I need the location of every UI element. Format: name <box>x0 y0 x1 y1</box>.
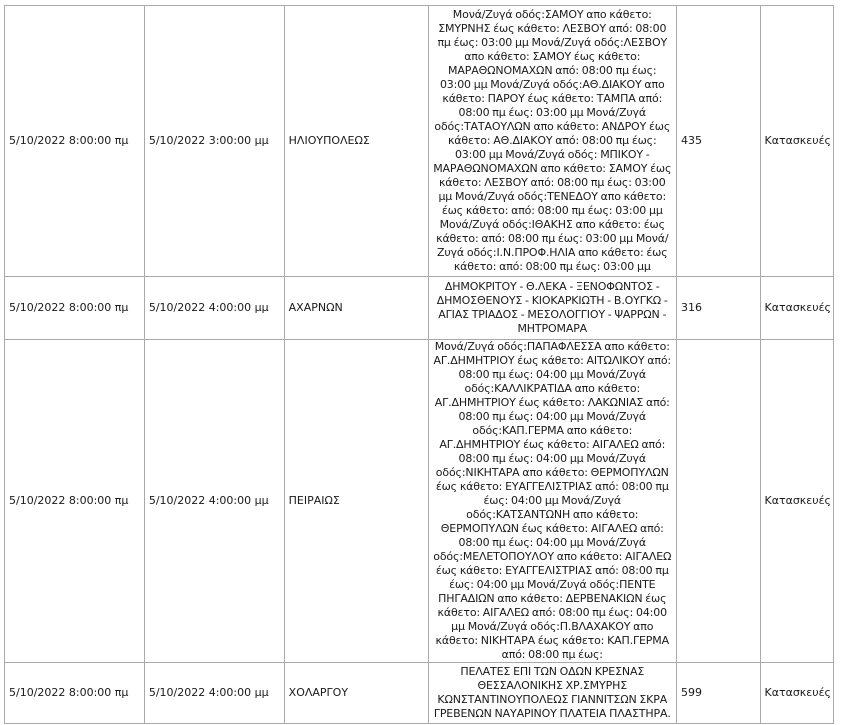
reason-cell: Κατασκευές <box>760 6 834 277</box>
end-time-cell: 5/10/2022 4:00:00 μμ <box>144 340 284 663</box>
number-cell: 435 <box>677 6 761 277</box>
reason-cell: Κατασκευές <box>760 277 834 340</box>
table-row <box>5 340 834 663</box>
number-cell: 316 <box>677 277 761 340</box>
area-cell: ΗΛΙΟΥΠΟΛΕΩΣ <box>284 6 428 277</box>
start-time-cell: 5/10/2022 8:00:00 πμ <box>5 663 145 724</box>
table-row <box>5 6 834 277</box>
number-cell <box>677 340 761 663</box>
table-row <box>5 277 834 340</box>
number-cell: 599 <box>677 663 761 724</box>
reason-cell: Κατασκευές <box>760 340 834 663</box>
outage-table <box>4 5 834 724</box>
end-time-cell: 5/10/2022 4:00:00 μμ <box>144 277 284 340</box>
table-row <box>5 663 834 724</box>
area-cell: ΠΕΙΡΑΙΩΣ <box>284 340 428 663</box>
description-cell: Μονά/Ζυγά οδός:ΣΑΜΟΥ απο κάθετο: ΣΜΥΡΝΗΣ έως κάθετο: ΛΕΣΒΟΥ από: 08:00 πμ έως: 03:00 μμ Μονά/Ζυγά οδός:ΛΕΣΒΟΥ απο κάθετο: ΣΑΜΟΥ έως κάθετο: ΜΑΡΑΘΩΝΟΜΑΧΩΝ από: 08:00 πμ έως: 03:00 μμ Μονά/Ζυγά οδός:ΑΘ.ΔΙΑΚΟΥ απο κάθετο: ΠΑΡΟΥ έως κάθετο: ΤΑΜΠΑ από: 08:00 πμ έως: 03:00 μμ Μονά/Ζυγά οδός:ΤΑΤΑΟΥΛΩΝ απο κάθετο: ΑΝΔΡΟΥ έως κάθετο: ΑΘ.ΔΙΑΚΟΥ από: 08:00 πμ έως: 03:00 μμ Μονά/Ζυγά οδός: ΜΠΙΚΟΥ - ΜΑΡΑΘΩΝΟΜΑΧΩΝ απο κάθετο: ΣΑΜΟΥ έως κάθετο: ΛΕΣΒΟΥ από: 08:00 πμ έως: 03:00 μμ Μονά/Ζυγά οδός:ΤΕΝΕΔΟΥ απο κάθετο: έως κάθετο: από: 08:00 πμ έως: 03:00 μμ Μονά/Ζυγά οδός:ΙΘΑΚΗΣ απο κάθετο: έως κάθετο: από: 08:00 πμ έως: 03:00 μμ Μονά/Ζυγά οδός:Ι.Ν.ΠΡΟΦ.ΗΛΙΑ απο κάθετο: έως κάθετο: από: 08:00 πμ έως: 03:00 μμ <box>428 6 676 277</box>
end-time-cell: 5/10/2022 4:00:00 μμ <box>144 663 284 724</box>
reason-cell: Κατασκευές <box>760 663 834 724</box>
area-cell: ΧΟΛΑΡΓΟΥ <box>284 663 428 724</box>
start-time-cell: 5/10/2022 8:00:00 πμ <box>5 6 145 277</box>
description-cell: ΔΗΜΟΚΡΙΤΟΥ - Θ.ΛΕΚΑ - ΞΕΝΟΦΩΝΤΟΣ - ΔΗΜΟΣΘΕΝΟΥΣ - ΚΙΟΚΑΡΚΙΩΤΗ - Β.ΟΥΓΚΩ - ΑΓΙΑΣ ΤΡΙΑΔΟΣ - ΜΕΣΟΛΟΓΓΙΟΥ - ΨΑΡΡΩΝ - ΜΗΤΡΟΜΑΡΑ <box>428 277 676 340</box>
description-cell: Μονά/Ζυγά οδός:ΠΑΠΑΦΛΕΣΣΑ απο κάθετο: ΑΓ.ΔΗΜΗΤΡΙΟΥ έως κάθετο: ΑΙΤΩΛΙΚΟΥ από: 08:00 πμ έως: 04:00 μμ Μονά/Ζυγά οδός:ΚΑΛΛΙΚΡΑΤΙΔΑ απο κάθετο: ΑΓ.ΔΗΜΗΤΡΙΟΥ έως κάθετο: ΛΑΚΩΝΙΑΣ από: 08:00 πμ έως: 04:00 μμ Μονά/Ζυγά οδός:ΚΑΠ.ΓΕΡΜΑ απο κάθετο: ΑΓ.ΔΗΜΗΤΡΙΟΥ έως κάθετο: ΑΙΓΑΛΕΩ από: 08:00 πμ έως: 04:00 μμ Μονά/Ζυγά οδός:ΝΙΚΗΤΑΡΑ απο κάθετο: ΘΕΡΜΟΠΥΛΩΝ έως κάθετο: ΕΥΑΓΓΕΛΙΣΤΡΙΑΣ από: 08:00 πμ έως: 04:00 μμ Μονά/Ζυγά οδός:ΚΑΤΣΑΝΤΩΝΗ απο κάθετο: ΘΕΡΜΟΠΥΛΩΝ έως κάθετο: ΑΙΓΑΛΕΩ από: 08:00 πμ έως: 04:00 μμ Μονά/Ζυγά οδός:ΜΕΛΕΤΟΠΟΥΛΟΥ απο κάθετο: ΑΙΓΑΛΕΩ έως κάθετο: ΕΥΑΓΓΕΛΙΣΤΡΙΑΣ από: 08:00 πμ έως: 04:00 μμ Μονά/Ζυγά οδός:ΠΕΝΤΕ ΠΗΓΑΔΙΩΝ απο κάθετο: ΔΕΡΒΕΝΑΚΙΩΝ έως κάθετο: ΑΙΓΑΛΕΩ από: 08:00 πμ έως: 04:00 μμ Μονά/Ζυγά οδός:Π.ΒΛΑΧΑΚΟΥ απο κάθετο: ΝΙΚΗΤΑΡΑ έως κάθετο: ΚΑΠ.ΓΕΡΜΑ από: 08:00 πμ έως: <box>428 340 676 663</box>
start-time-cell: 5/10/2022 8:00:00 πμ <box>5 277 145 340</box>
description-cell: ΠΕΛΑΤΕΣ ΕΠΙ ΤΩΝ ΟΔΩΝ ΚΡΕΣΝΑΣ ΘΕΣΣΑΛΟΝΙΚΗΣ ΧΡ.ΣΜΥΡΗΣ ΚΩΝΣΤΑΝΤΙΝΟΥΠΟΛΕΩΣ ΓΙΑΝΝΙΤΣΩΝ ΣΚΡΑ ΓΡΕΒΕΝΩΝ ΝΑΥΑΡΙΝΟΥ ΠΛΑΤΕΙΑ ΠΛΑΣΤΗΡΑ. <box>428 663 676 724</box>
area-cell: ΑΧΑΡΝΩΝ <box>284 277 428 340</box>
start-time-cell: 5/10/2022 8:00:00 πμ <box>5 340 145 663</box>
end-time-cell: 5/10/2022 3:00:00 μμ <box>144 6 284 277</box>
